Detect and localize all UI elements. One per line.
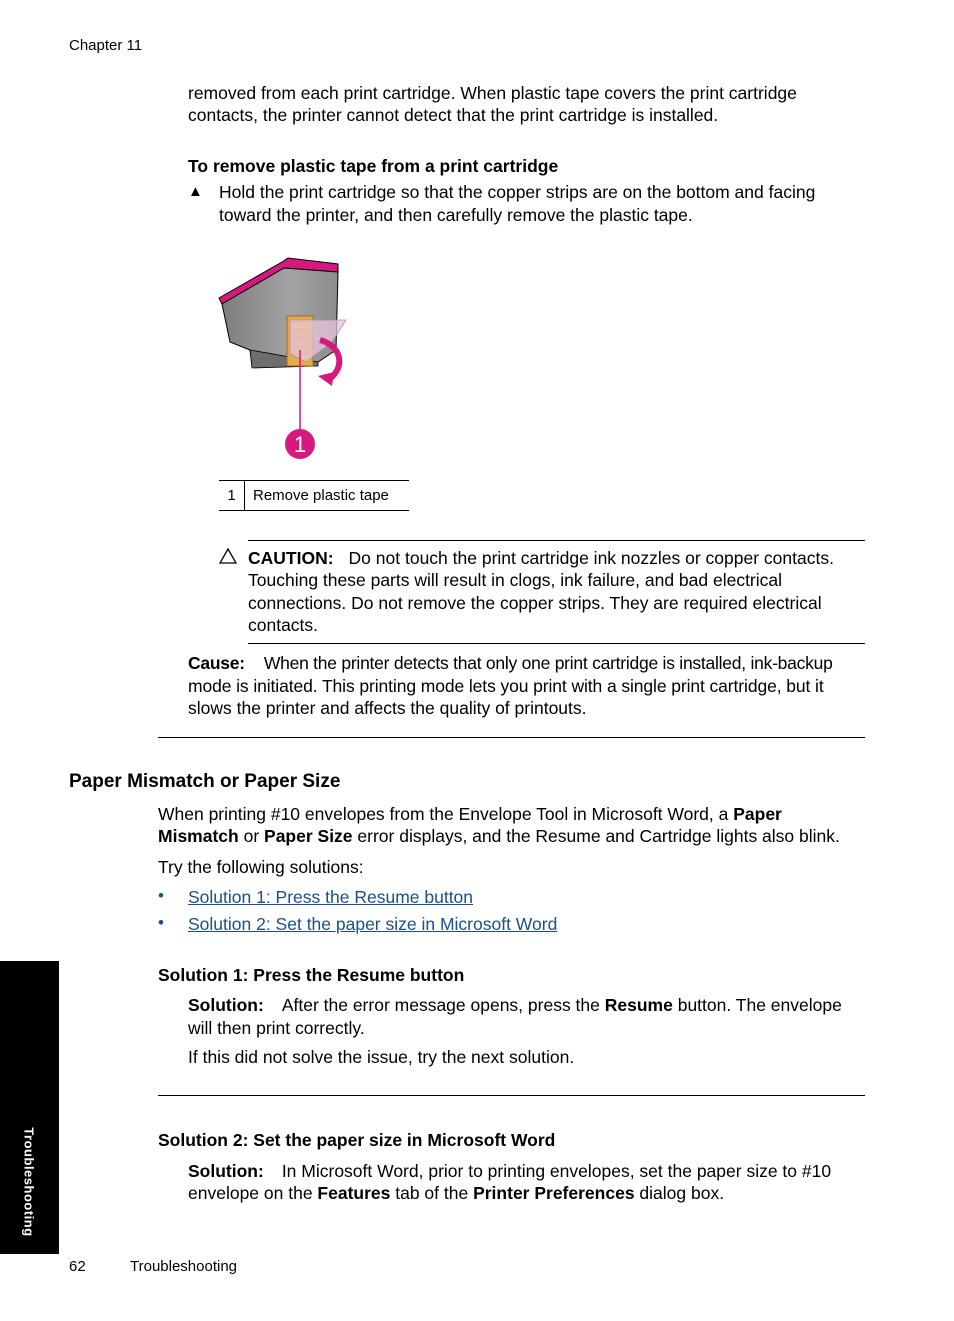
p1-text-a: When printing #10 envelopes from the Envelope Tool in Microsoft Word, a [158, 804, 734, 824]
intro-line-2: contacts, the printer cannot detect that the print cartridge is installed. [188, 105, 719, 125]
solution-2-title: Solution 2: Set the paper size in Microsoft Word [158, 1130, 556, 1150]
cause-label: Cause: [188, 653, 245, 673]
cause-line-3: slows the printer and affects the quality of printouts. [188, 698, 587, 718]
solution-2-label: Solution: [188, 1161, 264, 1181]
bullet-1: • [158, 886, 164, 905]
procedure-title: To remove plastic tape from a print cartridge [188, 156, 559, 176]
caution-label: CAUTION: [248, 548, 334, 568]
caution-line-3: connections. Do not remove the copper strips. They are required electrical [248, 593, 822, 613]
caution-line-2: Touching these parts will result in clogs, ink failure, and bad electrical [248, 570, 783, 590]
solution-2-line-1 [188, 1160, 831, 1183]
solution-1-label: Solution: [188, 995, 264, 1015]
solution-1-followup: If this did not solve the issue, try the next solution. [188, 1047, 575, 1067]
chapter-header: Chapter 11 [69, 37, 143, 54]
intro-line-1: removed from each print cartridge. When plastic tape covers the print cartridge [188, 83, 797, 103]
p1-bold-mismatch: Mismatch [158, 826, 239, 846]
figure-callout-number: 1 [293, 432, 307, 457]
side-tab-label: Troubleshooting [21, 1127, 37, 1237]
step-marker: ▲ [188, 183, 203, 200]
solution-2-bold-features: Features [317, 1183, 391, 1203]
solution-1-line-1 [188, 994, 842, 1017]
cause-line-1 [188, 652, 833, 675]
caution-bottom-rule [248, 643, 865, 644]
section-divider-2 [158, 1095, 865, 1096]
caution-triangle-icon [219, 548, 237, 564]
caution-top-rule [248, 540, 865, 541]
solution-1-title: Solution 1: Press the Resume button [158, 965, 465, 985]
solution-2-text-a: envelope on the [188, 1183, 318, 1203]
legend-label: Remove plastic tape [253, 487, 389, 504]
section-divider-1 [158, 737, 865, 738]
cause-line-2: mode is initiated. This printing mode lets you print with a single print cartridge, but it [188, 676, 824, 696]
footer-page-number: 62 [69, 1258, 86, 1275]
solution-1-text-c: button. The envelope [672, 995, 842, 1015]
solution-2-bold-printer-preferences: Printer Preferences [473, 1183, 635, 1203]
solution-2-text-e: dialog box. [634, 1183, 725, 1203]
solution-2-line-2 [188, 1182, 724, 1205]
caution-line-4: contacts. [248, 615, 319, 635]
link-solution-2[interactable]: Solution 2: Set the paper size in Microsoft Word [188, 914, 558, 934]
legend-number: 1 [219, 481, 245, 510]
figure-legend-table [219, 480, 409, 511]
p1-bold-paper-size: Paper Size [264, 826, 353, 846]
solution-1-line-2: will then print correctly. [188, 1018, 365, 1038]
bullet-2: • [158, 913, 164, 932]
solution-1-text-a: After the error message opens, press the [281, 995, 605, 1015]
p1-text-rest: error displays, and the Resume and Cartridge lights also blink. [352, 826, 840, 846]
step-line-2: toward the printer, and then carefully remove the plastic tape. [219, 205, 693, 225]
caution-line-1 [248, 547, 834, 570]
solution-2-text-1: In Microsoft Word, prior to printing envelopes, set the paper size to #10 [281, 1161, 832, 1181]
caution-text-1: Do not touch the print cartridge ink nozzles or copper contacts. [348, 548, 834, 568]
link-solution-1[interactable]: Solution 1: Press the Resume button [188, 887, 474, 907]
footer-section: Troubleshooting [130, 1258, 238, 1275]
p1-bold-paper: Paper [733, 804, 782, 824]
step-line-1: Hold the print cartridge so that the copper strips are on the bottom and facing [219, 182, 816, 202]
section-title: Paper Mismatch or Paper Size [69, 771, 341, 792]
solution-2-text-c: tab of the [390, 1183, 474, 1203]
solution-1-bold-resume: Resume [604, 995, 673, 1015]
p1-text-or: or [238, 826, 265, 846]
section-paragraph-line-2 [158, 825, 840, 848]
section-paragraph-line-1 [158, 803, 782, 826]
section-paragraph-2: Try the following solutions: [158, 857, 364, 877]
cause-text-1: When the printer detects that only one print cartridge is installed, ink-backup [263, 653, 833, 673]
